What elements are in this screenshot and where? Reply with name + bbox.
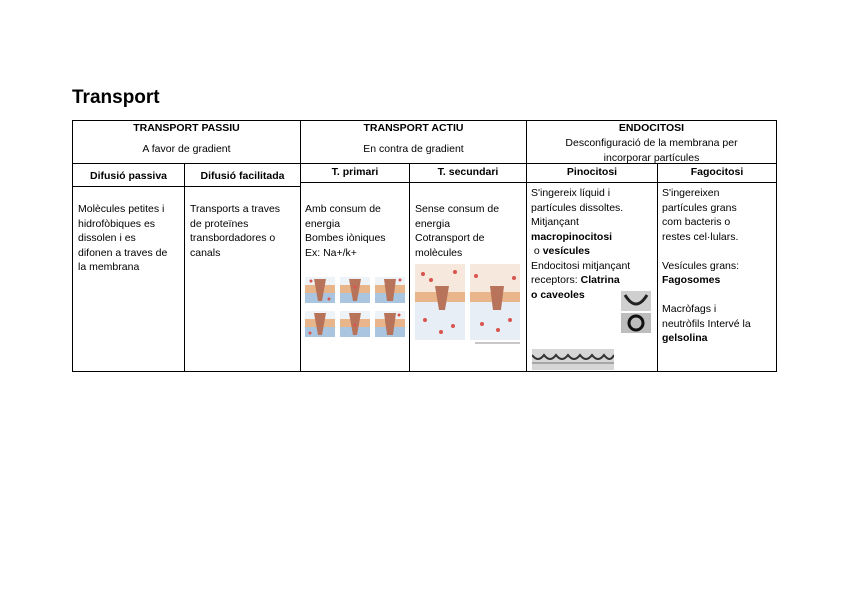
t-primari-text: Amb consum de energia Bombes iòniques Ex: Na+/k+ <box>305 203 386 259</box>
difusio-facilitada-text: Transports a traves de proteïnes transbordadores o canals <box>190 203 281 259</box>
divider-passiu-actiu <box>300 120 301 372</box>
actiu-header: TRANSPORT ACTIU <box>363 122 464 134</box>
endocitosi-subtitle: Desconfiguració de la membrana per incorporar partícules <box>565 137 738 164</box>
pump-illustration <box>305 275 406 341</box>
cotransport-illustration <box>415 264 521 346</box>
passiu-header: TRANSPORT PASSIU <box>133 122 240 134</box>
divider-endo-cols <box>657 163 658 372</box>
actiu-subtitle: En contra de gradient <box>363 143 464 155</box>
difusio-passiva-text: Molècules petites i hidrofòbiques es dissolen i es difonen a traves de la membrana <box>78 203 168 273</box>
difusio-facilitada-header: Difusió facilitada <box>200 170 285 182</box>
divider-actiu-cols <box>409 163 410 372</box>
fagocitosi-header: Fagocitosi <box>690 166 744 178</box>
page-title: Transport <box>72 87 160 108</box>
t-secundari-text: Sense consum de energia Cotransport de molècules <box>415 203 500 259</box>
actiu-subheader-line <box>300 182 527 183</box>
pinocitosi-text: S'ingereix líquid i partícules dissoltes. Mitjançant macropinocitosi o vesícules Endocitosi mitjançant receptors: Clatrina o caveoles <box>531 187 631 301</box>
clatrina-micrograph <box>621 291 651 333</box>
fagocitosi-text: S'ingereixen partícules grans com bacteris o restes cel·lulars. Vesícules grans: Fagosomes Macròfags i neutròfils Intervé la gelsolina <box>662 187 751 344</box>
endo-subheader-line <box>526 182 777 183</box>
caveoles-micrograph <box>532 349 614 370</box>
difusio-passiva-header: Difusió passiva <box>89 170 168 182</box>
table-border-bottom <box>72 371 777 372</box>
endocitosi-header: ENDOCITOSI <box>618 122 685 134</box>
pump-panel <box>305 277 335 303</box>
t-secundari-header: T. secundari <box>437 166 499 178</box>
transport-table <box>72 120 777 372</box>
passiu-subtitle: A favor de gradient <box>142 143 231 155</box>
t-primari-header: T. primari <box>331 166 379 178</box>
pinocitosi-header: Pinocitosi <box>566 166 618 178</box>
passiu-subheader-line <box>72 186 300 187</box>
divider-passiu-cols <box>184 163 185 372</box>
table-border-left <box>72 120 73 372</box>
table-border-right <box>776 120 777 372</box>
